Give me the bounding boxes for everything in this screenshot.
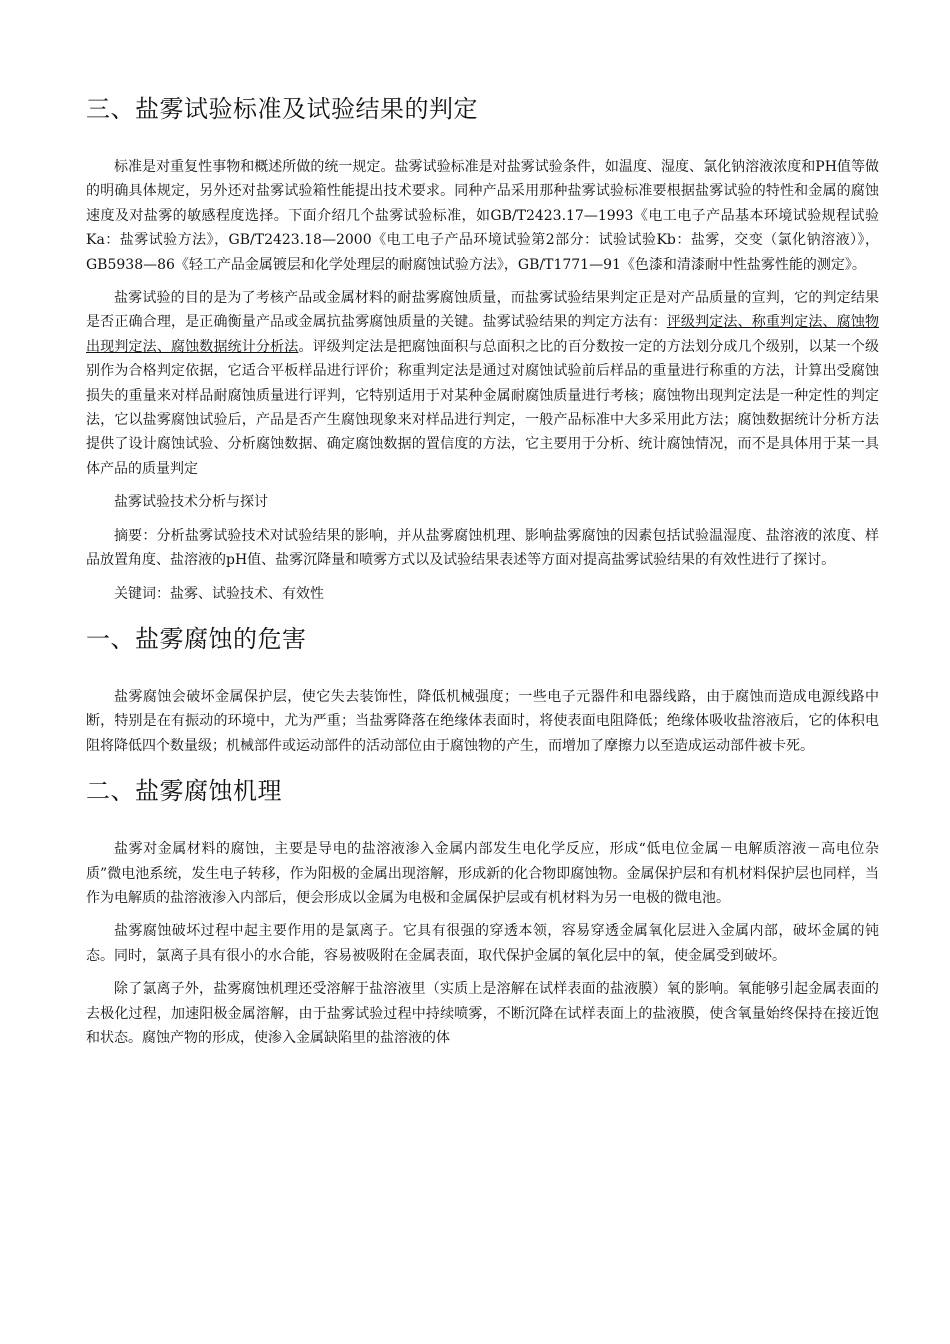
judgement-methods-underlined: 评级判定法、称重判定法、腐蚀物出现判定法、腐蚀数据统计分析法 [86, 314, 880, 355]
section-three-heading: 三、盐雾试验标准及试验结果的判定 [86, 95, 478, 123]
judgement-details-text: 。评级判定法是把腐蚀面积与总面积之比的百分数按一定的方法划分成几个级别，以某一个级别作为合格判定依据，它适合平板样品进行评价；称重判定法是通过对腐蚀试验前后样品的重量进行称重的方法，计算出受腐蚀损失的重量来对样品耐腐蚀质量进行评判，它特别适用于对某种金属耐腐蚀质量进行考核；腐蚀物出现判定法是一种定性的判定法，它以盐雾腐蚀试验后，产品是否产生腐蚀现象来对样品进行判定，一般产品标准中大多采用此方法；腐蚀数据统计分析方法提供了设计腐蚀试验、分析腐蚀数据、确定腐蚀数据的置信度的方法，它主要用于分析、统计腐蚀情况，而不是具体用于某一具体产品的质量判定 [86, 338, 880, 477]
corrosion-harm-paragraph: 盐雾腐蚀会破坏金属保护层，使它失去装饰性，降低机械强度；一些电子元器件和电器线路，由于腐蚀而造成电源线路中断，特别是在有振动的环境中，尤为严重；当盐雾降落在绝缘体表面时，将使表面电阻降低；绝缘体吸收盐溶液后，它的体积电阻将降低四个数量级；机械部件或运动部件的活动部位由于腐蚀物的产生，而增加了摩擦力以至造成运动部件被卡死。 [86, 688, 879, 754]
judgement-intro-text: 盐雾试验的目的是为了考核产品或金属材料的耐盐雾腐蚀质量，而盐雾试验结果判定正是对产品质量的宣判，它的判定结果是否正确合理，是正确衡量产品或金属抗盐雾腐蚀质量的关键。盐雾试验结果的判定方法有： [86, 290, 879, 331]
abstract-paragraph: 摘要：分析盐雾试验技术对试验结果的影响，并从盐雾腐蚀机理、影响盐雾腐蚀的因素包括试验温湿度、盐溶液的浓度、样品放置角度、盐溶液的pH值、盐雾沉降量和喷雾方式以及试验结果表述等方面对提高盐雾试验结果的有效性进行了探讨。 [86, 527, 879, 569]
mechanism-paragraph-3: 除了氯离子外，盐雾腐蚀机理还受溶解于盐溶液里（实质上是溶解在试样表面的盐液膜）氧的影响。氧能够引起金属表面的去极化过程，加速阳极金属溶解，由于盐雾试验过程中持续喷雾，不断沉降在试样表面上的盐液膜，使含氧量始终保持在接近饱和状态。腐蚀产物的形成，使渗入金属缺陷里的盐溶液的体 [86, 981, 879, 1046]
article-subtitle: 盐雾试验技术分析与探讨 [114, 494, 268, 511]
section-two-heading: 二、盐雾腐蚀机理 [86, 777, 282, 806]
mechanism-paragraph-2: 盐雾腐蚀破坏过程中起主要作用的是氯离子。它具有很强的穿透本领，容易穿透金属氧化层进入金属内部，破坏金属的钝态。同时，氯离子具有很小的水合能，容易被吸附在金属表面，取代保护金属的氧化层中的氧，使金属受到破坏。 [86, 923, 879, 964]
judgement-methods-paragraph [86, 286, 879, 481]
section-one-heading: 一、盐雾腐蚀的危害 [86, 624, 307, 653]
document-page [86, 0, 879, 1050]
mechanism-paragraph-1: 盐雾对金属材料的腐蚀，主要是导电的盐溶液渗入金属内部发生电化学反应，形成“低电位金属－电解质溶液－高电位杂质”微电池系统，发生电子转移，作为阳极的金属出现溶解，形成新的化合物即腐蚀物。金属保护层和有机材料保护层也同样，当作为电解质的盐溶液渗入内部后，便会形成以金属为电极和金属保护层或有机材料为另一电极的微电池。 [86, 841, 879, 906]
keywords-line: 关键词：盐雾、试验技术、有效性 [114, 585, 324, 602]
standards-paragraph: 标准是对重复性事物和概述所做的统一规定。盐雾试验标准是对盐雾试验条件，如温度、湿度、氯化钠溶液浓度和PH值等做的明确具体规定，另外还对盐雾试验箱性能提出技术要求。同种产品采用那种盐雾试验标准要根据盐雾试验的特性和金属的腐蚀速度及对盐雾的敏感程度选择。下面介绍几个盐雾试验标准，如GB/T2423.17—1993《电工电子产品基本环境试验规程试验Ka：盐雾试验方法》，GB/T2423.18—2000《电工电子产品环境试验第2部分：试验试验Kb：盐雾，交变（氯化钠溶液）》，GB5938—86《轻工产品金属镀层和化学处理层的耐腐蚀试验方法》，GB/T1771—91《色漆和清漆耐中性盐雾性能的测定》。 [86, 159, 879, 273]
